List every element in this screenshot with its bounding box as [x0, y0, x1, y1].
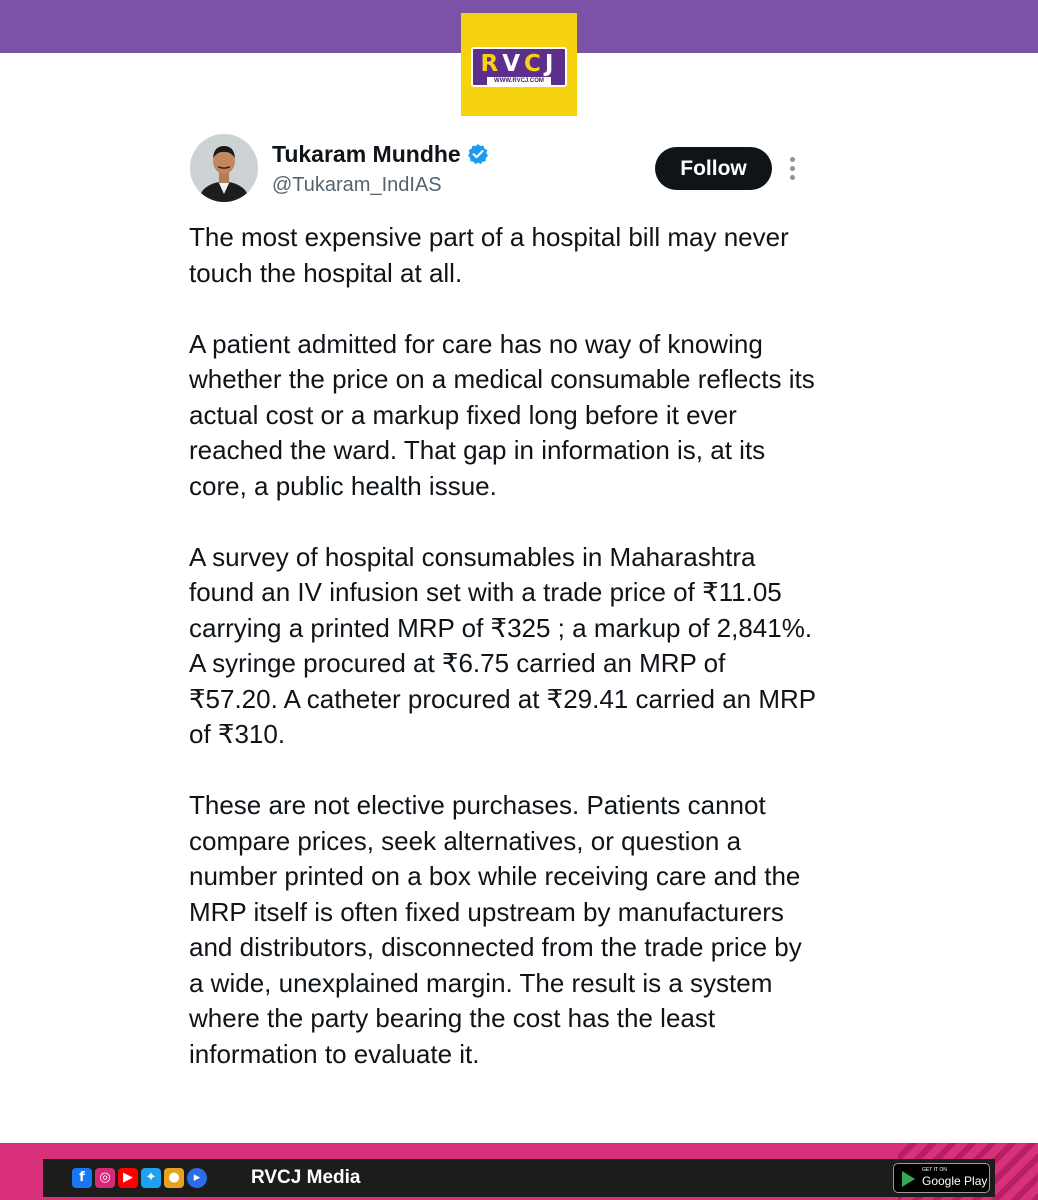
logo-url: WWW.RVCJ.COM [487, 77, 551, 85]
logo-badge [471, 47, 567, 87]
store-badge-text: Google Play [922, 1174, 988, 1188]
google-play-badge[interactable] [893, 1163, 990, 1193]
logo-letter-c: C [524, 51, 545, 77]
logo-letter-r: R [480, 51, 503, 77]
author-name[interactable]: Tukaram Mundhe [272, 140, 461, 167]
footer-label: RVCJ Media [251, 1167, 361, 1188]
verified-badge-icon [467, 143, 489, 165]
facebook-icon[interactable]: f [72, 1168, 92, 1188]
tweet-paragraph: A survey of hospital consumables in Maharashtra found an IV infusion set with a trade price of ₹11.05 carrying a printed MRP of ₹325 ; a markup of 2,841%. A syringe procured at ₹6.75 carried an MRP of ₹57.20. A catheter procured at ₹29.41 carried an MRP of ₹310. [189, 541, 816, 749]
logo-letter-v: V [502, 51, 525, 77]
avatar-image [190, 134, 258, 202]
play-icon[interactable]: ▸ [187, 1168, 207, 1188]
instagram-icon[interactable]: ◎ [95, 1168, 115, 1188]
twitter-icon[interactable]: ✦ [141, 1168, 161, 1188]
store-badge-small-text: GET IT ON [922, 1167, 947, 1173]
author-handle[interactable]: @Tukaram_IndIAS [272, 174, 442, 196]
google-play-icon [902, 1171, 915, 1187]
rvcj-logo [461, 13, 577, 116]
koo-icon[interactable]: ● [164, 1168, 184, 1188]
avatar[interactable] [190, 134, 258, 202]
tweet-paragraph: A patient admitted for care has no way of knowing whether the price on a medical consumable reflects its actual cost or a markup fixed long before it ever reached the ward. That gap in information is, at its core, a public health issue. [189, 328, 815, 501]
tweet-paragraph: The most expensive part of a hospital bill may never touch the hospital at all. [189, 222, 789, 288]
logo-letter-j: J [544, 51, 558, 77]
follow-button[interactable]: Follow [655, 147, 772, 190]
social-icons [72, 1166, 207, 1190]
youtube-icon[interactable]: ▶ [118, 1168, 138, 1188]
author-name-row [272, 140, 489, 168]
logo-text [473, 51, 565, 77]
tweet-text [189, 220, 819, 1108]
more-options-icon[interactable] [782, 154, 802, 184]
tweet-paragraph: These are not elective purchases. Patients cannot compare prices, seek alternatives, or question a number printed on a box while receiving care and the MRP itself is often fixed upstream by manufacturers and distributors, disconnected from the trade price by a wide, unexplained margin. The result is a system where the party bearing the cost has the least information to evaluate it. [189, 790, 802, 1069]
